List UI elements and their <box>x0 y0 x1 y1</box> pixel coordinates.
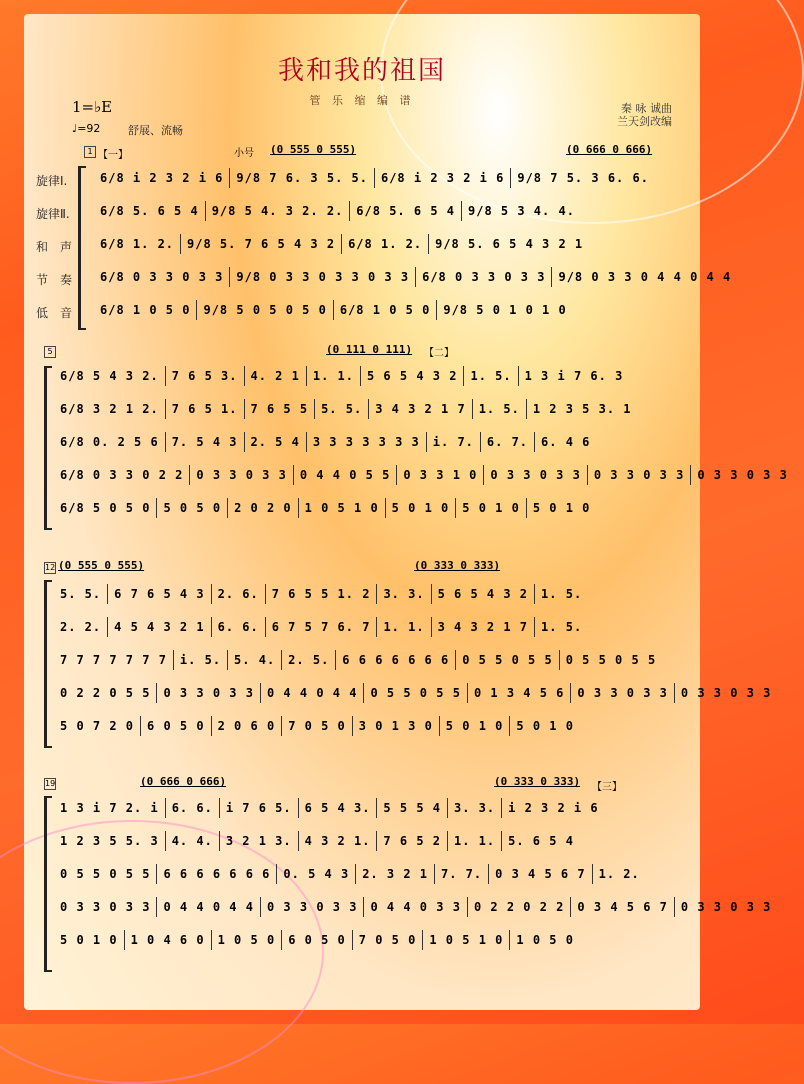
part-labels <box>36 165 72 330</box>
measure: 4. 2 1 <box>245 366 307 386</box>
measure: 5 0 1 0 <box>440 716 511 736</box>
measure: 2. 5 4 <box>245 432 307 452</box>
staff-row <box>54 864 684 886</box>
measure: 9/8 0 3 3 0 4 4 0 4 4 <box>558 270 732 284</box>
measure: 7 6 5 3. <box>166 366 245 386</box>
staff-row <box>54 930 684 952</box>
measure: 6/8 5 0 5 0 <box>54 498 157 518</box>
measure: 9/8 5 4. 3 2. 2. <box>206 201 351 221</box>
measure: 2 0 2 0 <box>228 498 299 518</box>
measure: 6/8 1 0 5 0 <box>94 300 197 320</box>
measure: 6/8 5. 6 5 4 <box>350 201 462 221</box>
measure: 6/8 1. 2. <box>342 234 429 254</box>
measure: 0 3 4 5 6 7 <box>571 897 674 917</box>
measure: 6/8 0. 2 5 6 <box>54 432 166 452</box>
measure: 6. 6. <box>212 617 266 637</box>
measure: 6/8 0 3 3 0 3 3 <box>416 267 552 287</box>
measure: 9/8 5 3 4. 4. <box>468 204 575 218</box>
measure: 9/8 5 0 5 0 5 0 <box>197 300 333 320</box>
measure: 5 0 1 0 <box>516 719 574 733</box>
cue-notes: (0 111 0 111) <box>326 343 413 356</box>
measure: 5. 4. <box>228 650 282 670</box>
score-system-2 <box>44 340 788 540</box>
part-label: 旋律Ⅱ. <box>36 207 70 221</box>
measure: 0 3 3 0 3 3 <box>157 683 260 703</box>
measure-number: 12 <box>45 563 56 572</box>
measure: 3. 3. <box>448 798 502 818</box>
measure: 5 0 1 0 <box>54 930 125 950</box>
measure: 0 3 3 1 0 <box>397 465 484 485</box>
measure: 5 5 5 4 <box>377 798 448 818</box>
measure: 1 0 5 0 <box>212 930 283 950</box>
staff-row <box>54 716 684 738</box>
staff-row <box>54 897 772 919</box>
score-system-4 <box>44 772 772 982</box>
measure: 0 3 3 0 3 3 <box>571 683 674 703</box>
measure: 1 3 i 7 6. 3 <box>524 369 624 383</box>
measure: 0 4 4 0 3 3 <box>364 897 467 917</box>
measure: 9/8 0 3 3 0 3 3 0 3 3 <box>230 267 416 287</box>
measure: i. 7. <box>427 432 481 452</box>
staff-row <box>54 399 684 421</box>
measure: 7. 5 4 3 <box>166 432 245 452</box>
staff-row <box>54 650 684 672</box>
staff-row <box>54 798 684 820</box>
measure: 3 4 3 2 1 7 <box>432 617 535 637</box>
measure: 7 6 5 5 1. 2 <box>266 584 378 604</box>
staff-row <box>54 465 788 487</box>
measure: 1. 1. <box>448 831 502 851</box>
measure: 6/8 1 0 5 0 <box>334 300 437 320</box>
instrument-cue-label: 小号 <box>234 148 254 159</box>
measure: 0 4 4 0 4 4 <box>157 897 260 917</box>
measure: 1. 5. <box>464 366 518 386</box>
measure: 6 7 5 7 6. 7 <box>266 617 378 637</box>
system-bracket <box>44 366 52 530</box>
staff-row <box>94 267 732 289</box>
part-label: 和 声 <box>36 240 73 254</box>
measure: 5. 5. <box>315 399 369 419</box>
measure: 6 0 5 0 <box>141 716 212 736</box>
staff-row <box>54 617 684 639</box>
tempo-marking: ♩=92 <box>72 122 101 135</box>
measure: i 7 6 5. <box>220 798 299 818</box>
cue-notes: (0 555 0 555) <box>58 559 145 572</box>
cue-notes: (0 555 0 555) <box>270 143 357 156</box>
measure: 7 6 5 1. <box>166 399 245 419</box>
system-bracket <box>44 796 52 972</box>
score-subtitle: 管 乐 缩 编 谱 <box>309 94 415 107</box>
measure: 4. 4. <box>166 831 220 851</box>
style-marking: 舒展、流畅 <box>128 124 183 137</box>
measure: 0 1 3 4 5 6 <box>468 683 571 703</box>
measure: 7 7 7 7 7 7 7 <box>54 650 174 670</box>
cue-notes: (0 333 0 333) <box>494 775 581 788</box>
measure: 5 0 5 0 <box>157 498 228 518</box>
measure: 6/8 0 3 3 0 2 2 <box>54 465 190 485</box>
measure: 1 3 i 7 2. i <box>54 798 166 818</box>
measure: 7 6 5 5 <box>245 399 316 419</box>
cue-notes: (0 333 0 333) <box>414 559 501 572</box>
measure-number: 5 <box>44 346 56 358</box>
measure: 4 3 2 1. <box>299 831 378 851</box>
measure: 2. 3 2 1 <box>356 864 435 884</box>
arranger: 兰天剑改编 <box>617 115 672 128</box>
measure-number: 19 <box>45 779 56 788</box>
measure: 5. 6 5 4 <box>508 834 574 848</box>
measure: 6/8 i 2 3 2 i 6 <box>375 168 511 188</box>
measure: 9/8 7 5. 3 6. 6. <box>517 171 649 185</box>
measure: 9/8 5. 7 6 5 4 3 2 <box>181 234 342 254</box>
measure: 6 6 6 6 6 6 6 <box>157 864 277 884</box>
measure: 9/8 5 0 1 0 1 0 <box>443 303 567 317</box>
staff-row <box>94 168 684 190</box>
measure: 0 3 3 0 3 3 <box>697 468 788 482</box>
key-signature: 1=♭E <box>72 98 113 116</box>
measure: 6/8 1. 2. <box>94 234 181 254</box>
staff-row <box>54 432 684 454</box>
measure: 6/8 i 2 3 2 i 6 <box>94 168 230 188</box>
measure: 6 7 6 5 4 3 <box>108 584 211 604</box>
measure: 1 0 5 0 <box>516 933 574 947</box>
measure: 6 6 6 6 6 6 6 <box>336 650 456 670</box>
measure: 7 0 5 0 <box>353 930 424 950</box>
measure: 2. 5. <box>282 650 336 670</box>
measure: 3 2 1 3. <box>220 831 299 851</box>
measure: i. 5. <box>174 650 228 670</box>
measure: 6/8 0 3 3 0 3 3 <box>94 267 230 287</box>
measure: 0 3 3 0 3 3 <box>588 465 691 485</box>
measure: 6 5 4 3. <box>299 798 378 818</box>
measure: 9/8 5. 6 5 4 3 2 1 <box>435 237 584 251</box>
measure: 0 3 3 0 3 3 <box>261 897 364 917</box>
measure-number: 1 <box>84 146 96 158</box>
staff-row <box>54 584 684 606</box>
staff-row <box>54 498 684 520</box>
measure: 6 0 5 0 <box>282 930 353 950</box>
measure: 6. 7. <box>481 432 535 452</box>
measure: 1. 5. <box>473 399 527 419</box>
staff-row <box>94 300 684 322</box>
measure: 7. 7. <box>435 864 489 884</box>
measure: 0 5 5 0 5 5 <box>364 683 467 703</box>
system-bracket <box>78 166 86 330</box>
staff-row <box>94 234 684 256</box>
measure: 0 4 4 0 5 5 <box>294 465 397 485</box>
staff-row <box>54 683 772 705</box>
measure: 1 0 4 6 0 <box>125 930 212 950</box>
measure: 6. 6. <box>166 798 220 818</box>
measure: 1. 5. <box>541 587 583 601</box>
measure: 0 3 3 0 3 3 <box>680 686 772 700</box>
part-label: 节 奏 <box>36 273 73 287</box>
section-marker: 【一】 <box>98 150 128 161</box>
measure: 3 3 3 3 3 3 3 <box>307 432 427 452</box>
measure: 1. 5. <box>541 620 583 634</box>
measure: 5 0 1 0 <box>456 498 527 518</box>
measure: 5 0 1 0 <box>532 501 591 515</box>
measure: 5 6 5 4 3 2 <box>361 366 464 386</box>
measure: 3 4 3 2 1 7 <box>369 399 472 419</box>
measure: 1 2 3 5 3. 1 <box>532 402 632 416</box>
measure: 1 0 5 1 0 <box>299 498 386 518</box>
measure: 0 3 3 0 3 3 <box>190 465 293 485</box>
system-bracket <box>44 580 52 748</box>
measure: 1. 1. <box>377 617 431 637</box>
score-title: 我和我的祖国 <box>277 56 446 86</box>
score-system-3 <box>44 558 772 758</box>
part-label: 旋律Ⅰ. <box>36 174 68 188</box>
measure: i 2 3 2 i 6 <box>508 801 599 815</box>
measure: 0 3 4 5 6 7 <box>489 864 592 884</box>
measure: 0 5 5 0 5 5 <box>456 650 559 670</box>
credits <box>617 102 672 128</box>
cue-notes: (0 666 0 666) <box>566 143 653 156</box>
measure: 2. 6. <box>212 584 266 604</box>
staff-row <box>54 366 684 388</box>
measure: 6/8 5 4 3 2. <box>54 366 166 386</box>
measure: 0 3 3 0 3 3 <box>484 465 587 485</box>
measure: 1 0 5 1 0 <box>423 930 510 950</box>
measure: 6. 4 6 <box>541 435 591 449</box>
measure: 0 4 4 0 4 4 <box>261 683 364 703</box>
measure: 3 0 1 3 0 <box>353 716 440 736</box>
staff-row <box>94 201 684 223</box>
measure: 5. 5. <box>54 584 108 604</box>
measure: 5 0 7 2 0 <box>54 716 141 736</box>
part-label: 低 音 <box>36 306 73 320</box>
measure: 0 3 3 0 3 3 <box>680 900 772 914</box>
composer: 秦 咏 诚曲 <box>621 102 672 115</box>
measure: 1 2 3 5 5. 3 <box>54 831 166 851</box>
staff-row <box>54 831 684 853</box>
measure: 2. 2. <box>54 617 108 637</box>
measure: 0 5 5 0 5 5 <box>565 653 657 667</box>
measure: 6/8 3 2 1 2. <box>54 399 166 419</box>
measure: 1. 1. <box>307 366 361 386</box>
measure: 7 6 5 2 <box>377 831 448 851</box>
section-marker: 【二】 <box>424 348 454 359</box>
measure: 4 5 4 3 2 1 <box>108 617 211 637</box>
section-marker: 【三】 <box>592 782 622 793</box>
measure: 2 0 6 0 <box>212 716 283 736</box>
measure: 9/8 7 6. 3 5. 5. <box>230 168 375 188</box>
measure: 6/8 5. 6 5 4 <box>94 201 206 221</box>
measure: 7 0 5 0 <box>282 716 353 736</box>
measure: 0 3 3 0 3 3 <box>54 897 157 917</box>
measure: 1. 2. <box>598 867 640 881</box>
measure: 3. 3. <box>377 584 431 604</box>
cue-notes: (0 666 0 666) <box>140 775 227 788</box>
measure: 0 2 2 0 5 5 <box>54 683 157 703</box>
measure: 0. 5 4 3 <box>277 864 356 884</box>
measure: 5 0 1 0 <box>386 498 457 518</box>
measure: 0 5 5 0 5 5 <box>54 864 157 884</box>
measure: 0 2 2 0 2 2 <box>468 897 571 917</box>
score-system-1 <box>84 140 732 340</box>
measure: 5 6 5 4 3 2 <box>432 584 535 604</box>
